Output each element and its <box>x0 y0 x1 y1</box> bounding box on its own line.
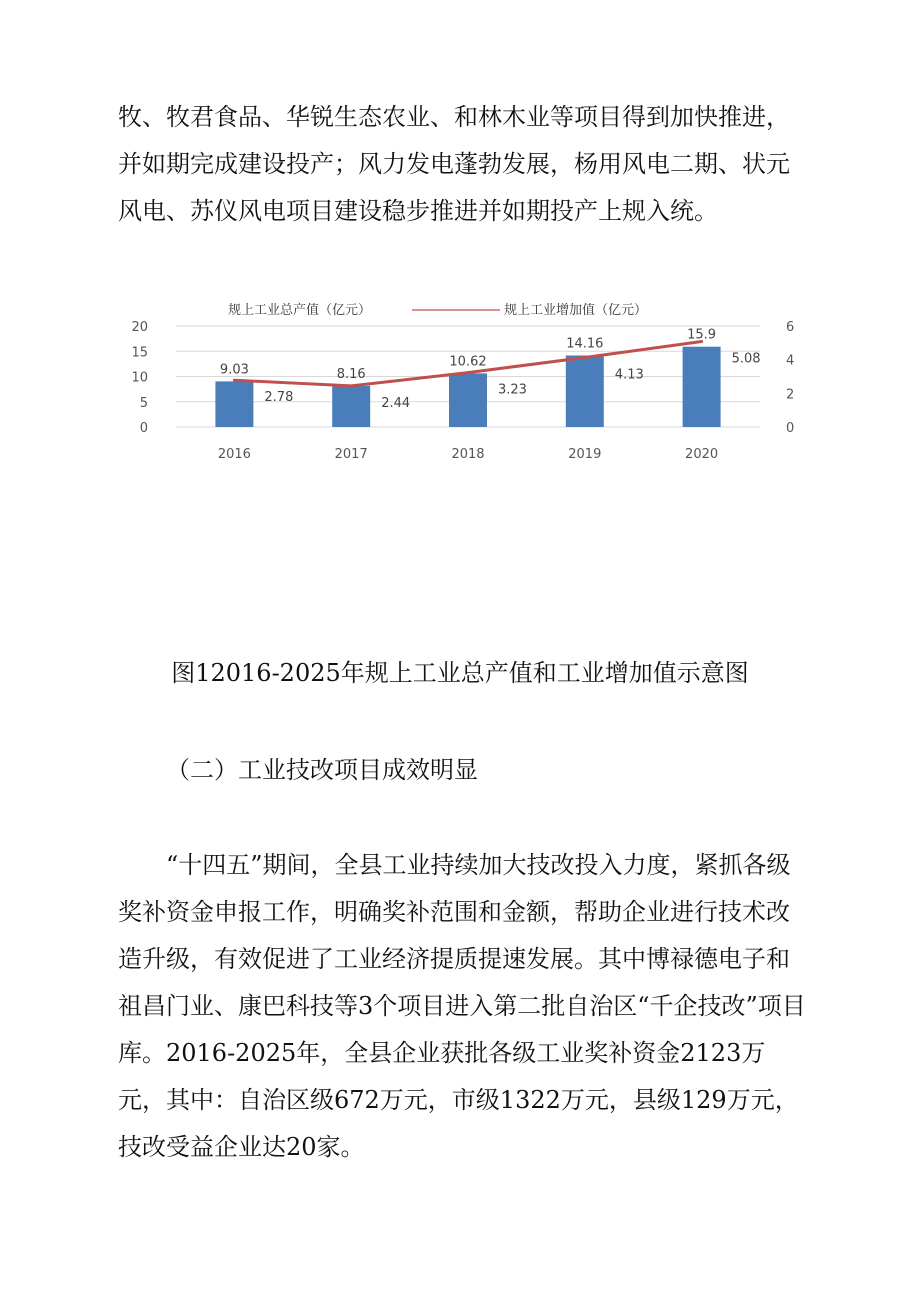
line-point <box>233 379 236 382</box>
category-tick-label: 2018 <box>451 447 485 462</box>
right-axis-tick-label: 4 <box>786 353 795 369</box>
industrial-output-chart <box>118 296 808 466</box>
right-axis-tick-label: 6 <box>786 320 795 335</box>
line-point <box>583 356 586 359</box>
intro-paragraph: 牧、牧君食品、华锐生态农业、和林木业等项目得到加快推进，并如期完成建设投产；风力发电蓬勃发展，杨用风电二期、状元风电、苏仪风电项目建设稳步推进并如期投产上规入统。 <box>118 103 790 225</box>
bar-value-label: 10.62 <box>449 354 487 370</box>
bar-value-label: 15.9 <box>687 327 717 343</box>
bar <box>449 373 487 427</box>
category-tick-label: 2016 <box>217 447 251 462</box>
section-heading: （二）工业技改项目成效明显 <box>166 756 478 784</box>
legend-entry-line: 规上工业增加值（亿元） <box>504 303 648 318</box>
right-axis-tick-label: 2 <box>786 387 795 403</box>
line-value-label: 2.44 <box>381 395 411 411</box>
category-tick-label: 2019 <box>568 447 602 462</box>
line-value-label: 5.08 <box>731 351 761 367</box>
category-tick-label: 2017 <box>334 447 368 462</box>
bar-value-label: 14.16 <box>566 336 604 352</box>
line-value-label: 2.78 <box>264 390 294 406</box>
bar <box>566 355 604 427</box>
left-axis-tick-label: 10 <box>131 370 148 386</box>
left-axis-tick-label: 15 <box>131 345 148 361</box>
bar-value-label: 9.03 <box>219 362 249 378</box>
left-axis-tick-label: 20 <box>131 320 148 335</box>
bar <box>215 381 253 427</box>
right-axis-tick-label: 0 <box>786 421 795 436</box>
left-axis-tick-label: 0 <box>139 421 148 436</box>
line-value-label: 3.23 <box>498 382 527 398</box>
category-tick-label: 2020 <box>685 447 719 462</box>
line-value-label: 4.13 <box>614 367 644 383</box>
left-axis-tick-label: 5 <box>139 395 148 411</box>
chart-legend <box>228 302 647 318</box>
bar <box>332 386 370 427</box>
line-point <box>350 384 353 387</box>
figure-caption: 图12016-2025年规上工业总产值和工业增加值示意图 <box>171 659 749 687</box>
line-point <box>467 371 470 374</box>
bar-value-label: 8.16 <box>336 366 366 382</box>
body-paragraph: “十四五”期间，全县工业持续加大技改投入力度，紧抓各级奖补资金申报工作，明确奖补范围和金额，帮助企业进行技术改造升级，有效促进了工业经济提质提速发展。其中博禄德电子和祖昌门业、康巴科技等3个项目进入第二批自治区“千企技改”项目库。2016-2025年，全县企业获批各级工业奖补资金2123万元，其中：自治区级672万元，市级1322万元，县级129万元，技改受益企业达20家。 <box>118 851 806 1161</box>
bar <box>683 347 721 427</box>
legend-entry-bar: 规上工业总产值（亿元） <box>228 303 372 318</box>
